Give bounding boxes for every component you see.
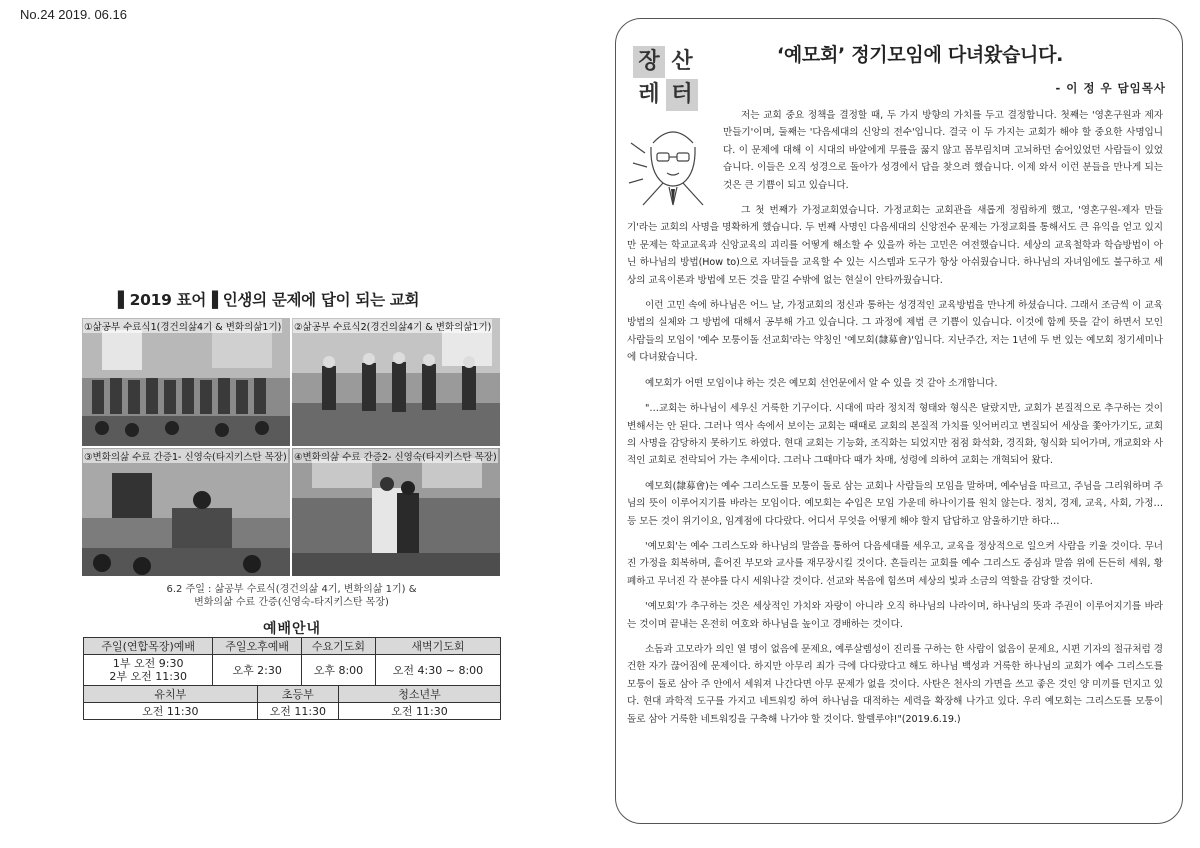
header-youth: 청소년부 (338, 686, 500, 703)
table-row (84, 686, 501, 703)
photo-image (292, 318, 500, 446)
table-row (84, 655, 501, 686)
photo-image (82, 318, 290, 446)
photo-caption-label: ②삶공부 수료식2(경건의삶4기 & 변화의삶1기) (293, 319, 492, 333)
photo-caption-label: ③변화의삶 수료 간증1- 신영숙(타지키스탄 목장) (83, 449, 288, 463)
article-paragraph: "…교회는 하나님이 세우신 거룩한 기구이다. 시대에 따라 정치적 형태와 형식은 달랐지만, 교회가 본질적으로 추구하는 것이 변해서는 안 된다. 그러나 역사 속에서 보이는 교회는 때때로 교회의 본질적 가치를 잊어버리고 변질되어 세상을 쫓아가기도, 교회의 사명을 감당하지 못하기도 하였다. 현대 교회는 기능화, 조직화는 되었지만 점점 화석화, 경직화, 형식화 되어가며, 개교회와 사적인 교회로 전락되어 가는 추세이다. 그러나 그때마다 때가 차매, 성령에 의하여 교회는 개혁되어 왔다. (627, 403, 1163, 467)
photo-grid (82, 318, 501, 576)
worship-guide-title: 예배안내 (262, 621, 322, 637)
article-paragraph: 그 첫 번째가 가정교회였습니다. 가정교회는 교회관을 새롭게 정립하게 했고, '영혼구원-제자 만들기'라는 교회의 사명을 명확하게 했습니다. 두 번째 사명인 다음세대의 신앙전수 문제는 가정교회를 통해서도 큰 유익을 얻고 있지만 문제는 학교교육과 신앙교육의 괴리를 어떻게 해소할 수 있을까 하는 고민은 여전했습니다. 세상의 교육철학과 학습방법이 아닌 하나님의 방법(How to)으로 자녀들을 교육할 수 있는 시스템과 도구가 항상 아쉬웠습니다. 하나님의 자녀임에도 불구하고 세상의 교육이론과 방법에 모든 것을 맡길 수밖에 없는 현실이 안타까웠습니다. (627, 205, 1163, 286)
photo-caption-label: ④변화의삶 수료 간증2- 신영숙(타지키스탄 목장) (293, 449, 498, 463)
worship-table (83, 637, 501, 720)
header-dawn-prayer: 새벽기도회 (375, 638, 500, 655)
article-paragraph: 저는 교회 중요 정책을 결정할 때, 두 가지 방향의 가치를 두고 결정합니다. 첫째는 '영혼구원과 제자 만들기'이며, 둘째는 '다음세대의 신앙의 전수'입니다. 결국 이 두 가지는 교회가 해야 할 중요한 사명입니다. 이 문제에 대해 이 시대의 바알에게 무릎을 꿇지 않고 몸부림치며 고뇌하던 숨어있었던 사람들이 있었습니다. 이들은 오직 성경으로 돌아가 성경에서 답을 찾으려 했습니다. 이제 와서 이런 분들을 만나게 되는 것은 큰 기쁨이 되고 있습니다. (723, 110, 1163, 191)
header-elementary: 초등부 (257, 686, 338, 703)
photo-completion-ceremony-2 (292, 318, 500, 446)
photo-completion-ceremony-1 (82, 318, 290, 446)
worship-guide (83, 621, 501, 720)
article-title: ‘예모회’ 정기모임에 다녀왔습니다. (776, 44, 1064, 66)
header-wednesday-prayer: 수요기도회 (301, 638, 375, 655)
column-badge-char: 장 (633, 46, 665, 78)
article-body (627, 107, 1163, 797)
column-badge-char: 터 (666, 79, 698, 111)
article-paragraph: '예모회'는 예수 그리스도와 하나님의 말씀을 통하여 다음세대를 세우고, 교육을 정상적으로 일으켜 사람을 키울 것이다. 무너진 가정을 회복하며, 흩어진 부모와 교사를 재무장시킬 것이다. 흔들리는 교회를 예수 그리스도 중심과 말씀 위에 든든히 세워, 황폐하고 무너진 각 분야를 다시 세워나갈 것이다. 선교와 복음에 힘쓰며 세상의 빛과 소금의 역할을 감당할 것이다. (627, 540, 1163, 587)
elementary-time: 오전 11:30 (257, 703, 338, 720)
afternoon-service-time: 오후 2:30 (213, 655, 302, 686)
issue-number: No.24 2019. 06.16 (20, 7, 127, 22)
photo-summary-caption (82, 583, 501, 609)
header-sunday-service: 주일(연합목장)예배 (84, 638, 213, 655)
article-paragraph: '예모회'가 추구하는 것은 세상적인 가치와 자랑이 아니라 오직 하나님의 나라이며, 하나님의 뜻과 주권이 이루어지기를 바라는 것이며 끝내는 온전히 여호와 하나님을 높이고 경배하는 것이다. (627, 601, 1163, 630)
article-paragraph: 예모회(隸募會)는 예수 그리스도를 모퉁이 돌로 삼는 교회나 사람들의 모임을 말하며, 예수님을 따르고, 주님을 그리워하며 주님의 뜻이 이루어지기를 바라는 모임이다. 예모회는 수입은 모임 가운데 하나이기를 원치 않는다. 정치, 경제, 교육, 사회, 가정…등 모든 것이 위기이요, 임계점에 다다랐다. 어디서 무엇을 어떻게 해야 할지 답답하고 암울하기만 하다… (627, 480, 1163, 527)
youth-time: 오전 11:30 (338, 703, 500, 720)
photo-summary-line2: 변화의삶 수료 간증(신영숙-타지키스탄 목장) (194, 597, 389, 608)
article-paragraph: 예모회가 어떤 모임이냐 하는 것은 예모회 선언문에서 알 수 있을 것 같아 소개합니다. (645, 377, 998, 389)
kindergarten-time: 오전 11:30 (84, 703, 258, 720)
photo-summary-line1: 6.2 주일 : 삶공부 수료식(경건의삶 4기, 변화의삶 1기) & (166, 584, 417, 595)
header-kindergarten: 유치부 (84, 686, 258, 703)
header-afternoon-service: 주일오후예배 (213, 638, 302, 655)
photo-testimony-1 (82, 448, 290, 576)
article-paragraph: 소돔과 고모라가 의인 열 명이 없음에 문제요, 예루살렘성이 진리를 구하는 한 사람이 없음이 문제요, 시편 기자의 절규처럼 경건한 자가 끊어짐에 문제이다. 하지만 아무리 죄가 극에 다다랐다고 해도 하나님 백성과 거룩한 하나님의 교회가 예수 그리스도를 모퉁이 돌로 삼아 주 안에서 세워져 나간다면 아무 문제가 없을 것이다. 사탄은 천사의 가면을 쓰고 좋은 것인 양 미끼를 던지고 있다. 현대 과학적 도구를 가지고 네트워킹 하여 하나님을 대적하는 세력을 확장해 나가고 있다. 우리 예모회는 그리스도를 모퉁이 돌로 삼아 거룩한 네트워킹을 구축해 나가야 할 것이다. 할렐루야!"(2019.6.19.) (627, 643, 1163, 725)
article-author: - 이 정 우 담임목사 (1055, 81, 1166, 95)
column-badge-char: 레 (633, 79, 665, 111)
table-row (84, 703, 501, 720)
article-paragraph: 이런 고민 속에 하나님은 어느 날, 가정교회의 정신과 통하는 성경적인 교육방법을 만나게 하셨습니다. 그래서 조금씩 이 교육방법의 실체와 그 방법에 대해서 공부해 가고 있습니다. 그 과정에 제법 큰 기쁨이 있습니다. 이것에 함께 뜻을 같이 하면서 모인 사람들의 모임이 '예수 모퉁이돌 선교회'라는 약칭인 '예모회(隸募會)'입니다. 지난주간, 저는 1년에 두 번 있는 예모회 정기세미나에 다녀왔습니다. (627, 300, 1163, 364)
photo-image (82, 448, 290, 576)
table-row (84, 638, 501, 655)
sunday-service-times (84, 655, 213, 686)
column-badge-char: 산 (666, 46, 698, 78)
sunday-service-1: 1부 오전 9:30 (112, 657, 184, 670)
church-motto: ▌2019 표어▐ 인생의 문제에 답이 되는 교회 (118, 291, 420, 309)
photo-caption-label: ①삶공부 수료식1(경건의삶4기 & 변화의삶1기) (83, 319, 282, 333)
dawn-prayer-time: 오전 4:30 ~ 8:00 (375, 655, 500, 686)
photo-image (292, 448, 500, 576)
photo-testimony-2 (292, 448, 500, 576)
sunday-service-2: 2부 오전 11:30 (109, 670, 187, 683)
wednesday-prayer-time: 오후 8:00 (301, 655, 375, 686)
